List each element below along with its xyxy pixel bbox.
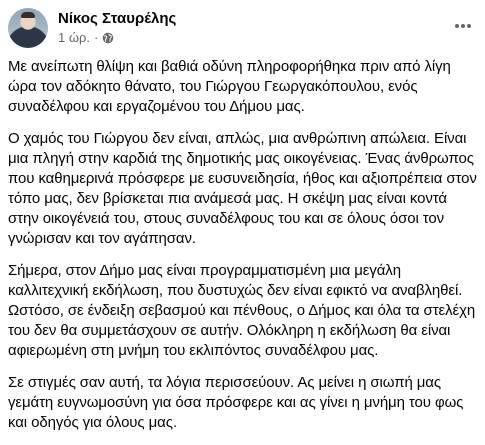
post-paragraph: Σε στιγμές σαν αυτή, τα λόγια περισσεύουν. Ας μείνει η σιωπή μας γεμάτη ευγνωμοσύνη για όσα πρόσφερε και ας γίνει η μνήμη του φως και οδηγός για όλους μας. — [8, 374, 464, 431]
avatar[interactable] — [8, 8, 48, 48]
more-options-button[interactable] — [449, 12, 477, 40]
post-header — [8, 8, 477, 48]
globe-icon[interactable] — [102, 32, 114, 44]
post-paragraph: Ο χαμός του Γιώργου δεν είναι, απλώς, μια ανθρώπινη απώλεια. Είναι μια πληγή στην καρδιά της δημοτικής μας οικογένειας. Ένας άνθρωπος που καθημερινά πρόσφερε με ευσυνειδησία, ήθος και αξιοπρέπεια στον τόπο μας, δεν βρίσκεται πια ανάμεσά μας. Η σκέψη μας είναι κοντά στην οικογένειά του, στους συναδέλφους του και σε όλους όσοι τον γνώρισαν και τον αγάπησαν. — [8, 130, 477, 247]
post-timestamp[interactable]: 1 ώρ. — [58, 30, 90, 45]
post-paragraph: Με ανείπωτη θλίψη και βαθιά οδύνη πληροφορήθηκα πριν από λίγη ώρα τον αδόκητο θάνατο, του Γιώργου Γεωργακόπουλου, ενός συναδέλφου και εργαζομένου του Δήμου μας. — [8, 58, 451, 115]
more-horizontal-icon — [453, 16, 473, 36]
meta-separator: · — [94, 30, 99, 45]
post-paragraph: Σήμερα, στον Δήμο μας είναι προγραμματισμένη μια μεγάλη καλλιτεχνική εκδήλωση, που δυστυχώς δεν είναι εφικτό να αναβληθεί. Ωστόσο, σε ένδειξη σεβασμού και πένθους, ο Δήμος και όλα τα στελέχη του δεν θα συμμετάσχουν σε αυτήν. Ολόκληρη η εκδήλωση θα είναι αφιερωμένη στη μνήμη του εκλιπόντος συναδέλφου μας. — [8, 262, 476, 359]
post-meta — [58, 30, 114, 46]
post-text — [8, 57, 477, 445]
author-name[interactable]: Νίκος Σταυρέλης — [58, 10, 177, 27]
